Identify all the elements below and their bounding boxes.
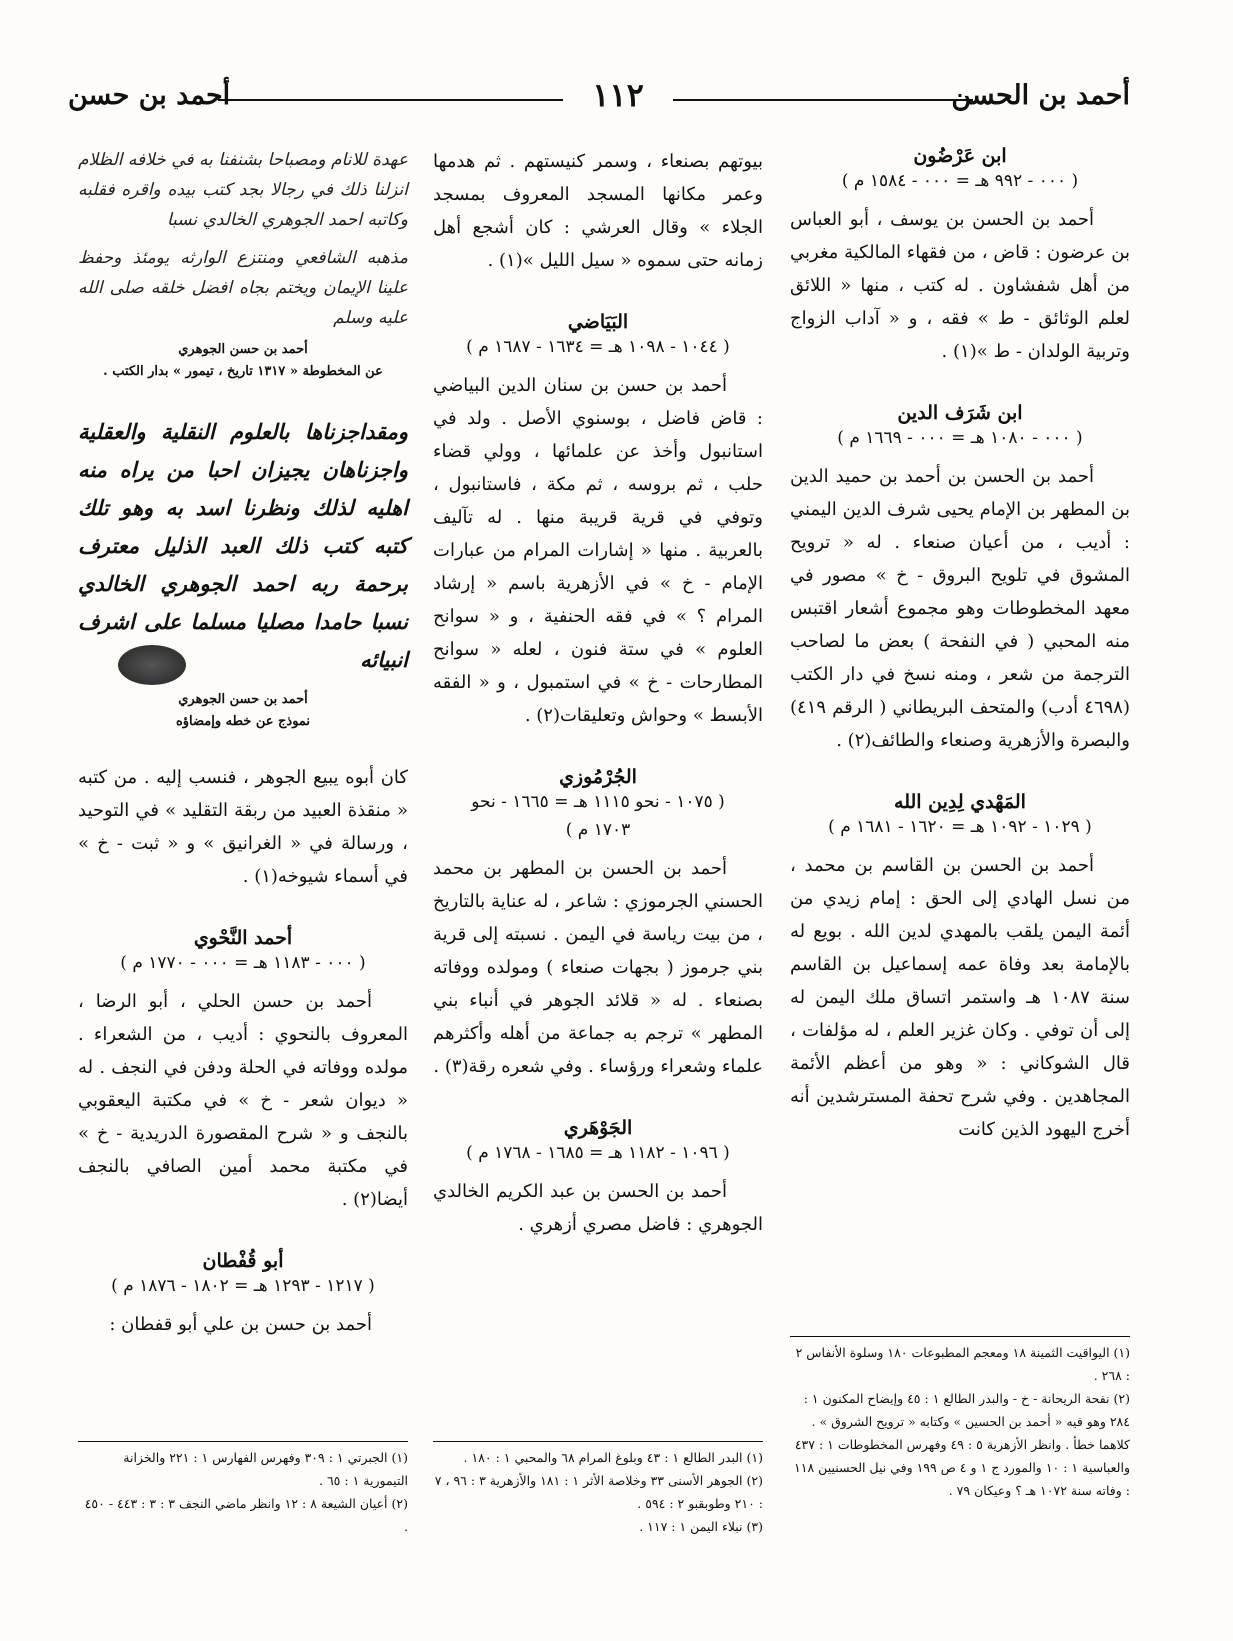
entry-title: أبو قُفْطان — [202, 1250, 284, 1272]
entry-title: ابن شَرَف الدين — [897, 402, 1023, 424]
entry-dates: ( ١٠٤٤ - ١٠٩٨ هـ = ١٦٣٤ - ١٦٨٧ م ) — [466, 337, 730, 357]
footnote: (٢) نفحة الريحانة - خ - والبدر الطالع ١ : ٤٥ وإيضاح المكنون ١ : ٢٨٤ وهو فيه « أحمد بن الحسين » وكتابه « ترويح الشروق » . كلاهما خطأ . وانظر الأزهرية ٥ : ٤٩ وفهرس المخطوطات ١ : ٤٣٧ والعباسية ١ : ١٠ والمورد ج ١ و ٤ ص ١٩٩ وفي نيل الحسنيين ١١٨ : وفاته سنة ١٠٧٢ هـ ؟ وعيكان ٧٩ . — [794, 1391, 1130, 1498]
image-caption: أحمد بن حسن الجوهري — [178, 692, 308, 707]
image-caption: أحمد بن حسن الجوهري — [178, 342, 308, 357]
entry-dates: ( ٠٠٠ - ٩٩٢ هـ = ٠٠٠ - ١٥٨٤ م ) — [841, 171, 1079, 191]
footnotes-middle — [433, 1441, 763, 1538]
entry-body: أحمد بن حسن بن علي أبو قفطان : — [109, 1314, 372, 1335]
continued-text: كان أبوه يبيع الجوهر ، فنسب إليه . من كتبه « منقذة العبيد من ربقة التقليد » في التوحيد ، ورسالة في « الغرانيق » و « ثبت - خ » في أسماء شيوخه(١) . — [78, 767, 408, 887]
footnote: (٣) نبلاء اليمن ١ : ١١٧ . — [639, 1519, 763, 1534]
seal-stamp-icon — [118, 645, 186, 685]
entry-dates: ( ١٠٧٥ - نحو ١١١٥ هـ = ١٦٦٥ - نحو — [471, 792, 725, 812]
entry-dates: ( ١٢١٧ - ١٢٩٣ هـ = ١٨٠٢ - ١٨٧٦ م ) — [111, 1276, 375, 1296]
image-caption-desc: نموذج عن خطه وإمضاؤه — [175, 714, 311, 729]
footnote: (٢) الجوهر الأسنى ٣٣ وخلاصة الأثر ١ : ١٨١ والأزهرية ٣ : ٩٦ ، ٧ : ٢١٠ وطوبقبو ٢ : ٥٩٤ . — [434, 1473, 763, 1511]
footnote: (٢) أعيان الشيعة ٨ : ١٢ وانظر ماضي النجف ٣ : ٣ : ٤٤٣ - ٤٥٠ . — [84, 1496, 408, 1534]
footnotes-left — [78, 1441, 408, 1538]
continued-text: بيوتهم بصنعاء ، وسمر كنيستهم . ثم هدمها وعمر مكانها المسجد المعروف بمسجد الجلاء » وقال العرشي : كان أشجع أهل زمانه حتى سموه « سيل الليل »(١) . — [433, 151, 763, 271]
manuscript-sample-1b: مذهبه الشافعي ومنتزع الوارثه يومئذ وحفظ علينا الإيمان ويختم بجاه افضل خلقه صلى الله عليه وسلم — [78, 248, 408, 328]
image-caption-source: عن المخطوطة « ١٣١٧ تاريخ ، تيمور » بدار الكتب . — [103, 364, 383, 379]
entry-dates: ( ٠٠٠ - ١٠٨٠ هـ = ٠٠٠ - ١٦٦٩ م ) — [837, 428, 1083, 448]
column-left — [78, 145, 408, 1341]
entry-body: أحمد بن حسن بن سنان الدين البياضي : قاض فاضل ، بوسنوي الأصل . ولد في استانبول وأخذ عن علمائها ، وولي قضاء حلب ، ثم بروسه ، ثم مكة ، فاستانبول ، وتوفي في قرية قريبة منها . له تآليف بالعربية . منها « إشارات المرام من عبارات الإمام - خ » في الأزهرية باسم « إرشاد المرام ؟ » في فقه الحنفية ، و « سوانح العلوم » في ستة فنون ، لعله « سوانح المطارحات - خ » في استمبول ، و « الفقه الأبسط » وحواش وتعليقات(٢) . — [433, 375, 763, 726]
entry-body: أحمد بن الحسن بن القاسم بن محمد ، من نسل الهادي إلى الحق : إمام زيدي من أئمة اليمن يلقب بالمهدي لدين الله . بويع له بالإمامة بعد وفاة عمه إسماعيل بن القاسم سنة ١٠٨٧ هـ واستمر اتساق ملك اليمن له إلى أن توفي . وكان غزير العلم ، له مؤلفات ، قال الشوكاني : « وهو من أعظم الأئمة المجاهدين . وفي شرح تحفة المسترشدين أنه أخرج اليهود الذين كانت — [790, 855, 1131, 1140]
footnotes-right — [790, 1336, 1130, 1502]
column-middle — [433, 145, 763, 1241]
entry-body: أحمد بن الحسن بن المطهر بن محمد الحسني الجرموزي : شاعر ، له عناية بالتاريخ ، من بيت رياسة في اليمن . نسبته إلى قرية بني جرموز ( بجهات صنعاء ) ومولده ووفاته بصنعاء . له « قلائد الجوهر في أنباء بني المطهر » ترجم به جماعة من أهله وأكثرهم علماء وشعراء ورؤساء . وفي شعره رقة(٣) . — [433, 858, 763, 1077]
header-title-left: أحمد بن حسن — [68, 80, 231, 111]
column-right — [790, 145, 1130, 1146]
entry-title: المَهْدي لِدِين الله — [894, 791, 1026, 813]
entry-dates: ( ١٠٢٩ - ١٠٩٢ هـ = ١٦٢٠ - ١٦٨١ م ) — [828, 817, 1092, 837]
header-rule-right — [673, 99, 973, 101]
entry-title: البَيَاضي — [567, 311, 629, 333]
entry-title: ابن عَرْضُون — [913, 145, 1007, 167]
footnote: (١) الجبرتي ١ : ٣٠٩ وفهرس الفهارس ١ : ٢٢١ والخزانة التيمورية ١ : ٦٥ . — [123, 1450, 408, 1488]
entry-body: أحمد بن الحسن بن عبد الكريم الخالدي الجوهري : فاضل مصري أزهري . — [433, 1181, 763, 1235]
footnote: (١) البدر الطالع ١ : ٤٣ وبلوغ المرام ٦٨ والمحبي ١ : ١٨٠ . — [463, 1450, 763, 1465]
page-number: ١١٢ — [592, 76, 644, 114]
entry-body: أحمد بن الحسن بن يوسف ، أبو العباس بن عرضون : قاض ، من فقهاء المالكية مغربي من أهل شفشاون . له كتب ، منها « اللائق لعلم الوثائق - ط » فقه ، و « آداب الزواج وتربية الولدان - ط »(١) . — [790, 209, 1130, 362]
entry-body: أحمد بن الحسن بن أحمد بن حميد الدين بن المطهر بن الإمام يحيى شرف الدين اليمني : أديب ، من أعيان صنعاء . له « ترويح المشوق في تلويح البروق - خ » مصور في معهد المخطوطات وهو مجموع أشعار اقتبس منه المحبي ( في النفحة ) بعض ما لصاحب الترجمة من شعر ، ومنه نسخ في دار الكتب (٤٦٩٨ أدب) والمتحف البريطاني ( الرقم ٤١٩) والبصرة والأزهرية وصنعاء والطائف(٢) . — [790, 466, 1130, 751]
running-header — [68, 76, 1130, 120]
entry-dates: ( ٠٠٠ - ١١٨٣ هـ = ٠٠٠ - ١٧٧٠ م ) — [120, 953, 366, 973]
entry-title: الجَوْهَري — [563, 1117, 633, 1139]
manuscript-sample-1: عهدة للانام ومصباحا بشنفنا به في خلافه الظلام انزلنا ذلك في رجالا بجد كتب بيده واقره فقلبه وكاتبه احمد الجوهري الخالدي نسبا — [78, 150, 408, 230]
entry-dates-cont: ١٧٠٣ م ) — [565, 820, 631, 840]
manuscript-sample-2: ومقداجزناها بالعلوم النقلية والعقلية واجزناهان يجيزان احبا من يراه منه اهليه لذلك ونظرنا اسد به وهو تلك كتبه كتب ذلك العبد الذليل معترف برحمة ربه احمد الجوهري الخالدي نسبا حامدا مصليا مسلما على اشرف انبيائه — [78, 419, 408, 672]
header-title-right: أحمد بن الحسن — [951, 80, 1130, 111]
header-rule-left — [218, 99, 563, 101]
entry-body: أحمد بن حسن الحلي ، أبو الرضا ، المعروف بالنحوي : أديب ، من الشعراء . مولده ووفاته في الحلة ودفن في النجف . له « ديوان شعر - خ » في مكتبة اليعقوبي بالنجف و « شرح المقصورة الدريدية - خ » في مكتبة محمد أمين الصافي بالنجف أيضا(٢) . — [78, 991, 408, 1210]
footnote: (١) اليواقيت الثمينة ١٨ ومعجم المطبوعات ١٨٠ وسلوة الأنفاس ٢ : ٢٦٨ . — [795, 1345, 1130, 1383]
entry-title: أحمد النَّحْوي — [193, 927, 293, 949]
entry-dates: ( ١٠٩٦ - ١١٨٢ هـ = ١٦٨٥ - ١٧٦٨ م ) — [466, 1143, 730, 1163]
entry-title: الجُرْمُوزي — [559, 766, 637, 788]
